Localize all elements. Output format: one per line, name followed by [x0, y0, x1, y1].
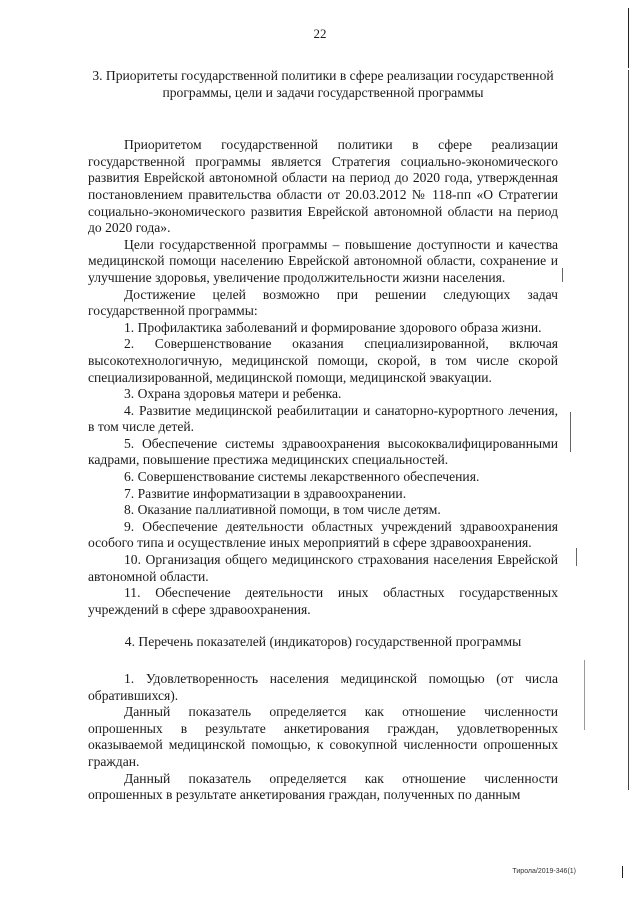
task-item: 6. Совершенствование системы лекарственного обеспечения. — [124, 469, 480, 485]
task-item: 1. Профилактика заболеваний и формирование здорового образа жизни. — [124, 319, 542, 335]
indicator-item: 1. Удовлетворенность населения медицинской помощью (от числа обратившихся). — [88, 671, 558, 703]
task-item: 2. Совершенствование оказания специализированной, включая высокотехнологичную, медицинской помощи, скорой, в том числе скорой специализированной, медицинской помощи, медицинской эвакуации. — [88, 336, 558, 385]
paragraph: Данный показатель определяется как отношение численности опрошенных в результате анкетирования граждан, удовлетворенных оказываемой медицинской помощью, к совокупной численности опрошенных граждан. — [88, 704, 558, 769]
paragraph: Приоритетом государственной политики в сфере реализации государственной программы является Стратегия социально-экономического развития Еврейской автономной области на период до 2020 года, утвержденная постановлением правительства области от 20.03.2012 № 118-пп «О Стратегии социально-экономического развития Еврейской автономной области на период до 2020 года». — [88, 137, 558, 236]
scan-mark — [576, 548, 577, 566]
section-3-title: 3. Приоритеты государственной политики в сфере реализации государственной программы, цели и задачи государственной программы — [92, 68, 554, 100]
task-item: 11. Обеспечение деятельности иных областных государственных учреждений в сфере здравоохранения. — [88, 585, 558, 617]
scan-edge-line — [628, 70, 629, 790]
paragraph: Данный показатель определяется как отношение численности опрошенных в результате анкетирования граждан, полученных по данным — [88, 770, 558, 803]
task-item: 10. Организация общего медицинского страхования населения Еврейской автономной области. — [88, 552, 558, 584]
scan-mark — [570, 412, 571, 452]
task-item: 7. Развитие информатизации в здравоохранении. — [124, 485, 407, 501]
task-item: 9. Обеспечение деятельности областных учреждений здравоохранения особого типа и осуществление иных мероприятий в сфере здравоохранения. — [88, 518, 558, 551]
scan-mark — [562, 268, 563, 282]
scan-edge-mark — [628, 8, 629, 68]
task-item: 8. Оказание паллиативной помощи, в том числе детям. — [124, 502, 441, 518]
task-item: 3. Охрана здоровья матери и ребенка. — [124, 386, 342, 402]
paragraph: Цели государственной программы – повышение доступности и качества медицинской помощи населению Еврейской автономной области, сохранение и улучшение здоровья, увеличение продолжительности жизни населения. — [88, 236, 558, 285]
page-number: 22 — [313, 26, 327, 41]
document-body — [88, 68, 558, 804]
task-item: 4. Развитие медицинской реабилитации и санаторно-курортного лечения, в том числе детей. — [88, 402, 558, 435]
task-item: 5. Обеспечение системы здравоохранения высококвалифицированными кадрами, повышение престижа медицинских специальностей. — [88, 435, 558, 468]
paragraph: Достижение целей возможно при решении следующих задач государственной программы: — [88, 286, 558, 319]
scan-mark — [622, 866, 623, 878]
section-4-title: 4. Перечень показателей (индикаторов) государственной программы — [124, 634, 522, 650]
document-code: Тирола/2019-346(1) — [512, 868, 576, 875]
scan-mark — [584, 660, 585, 730]
